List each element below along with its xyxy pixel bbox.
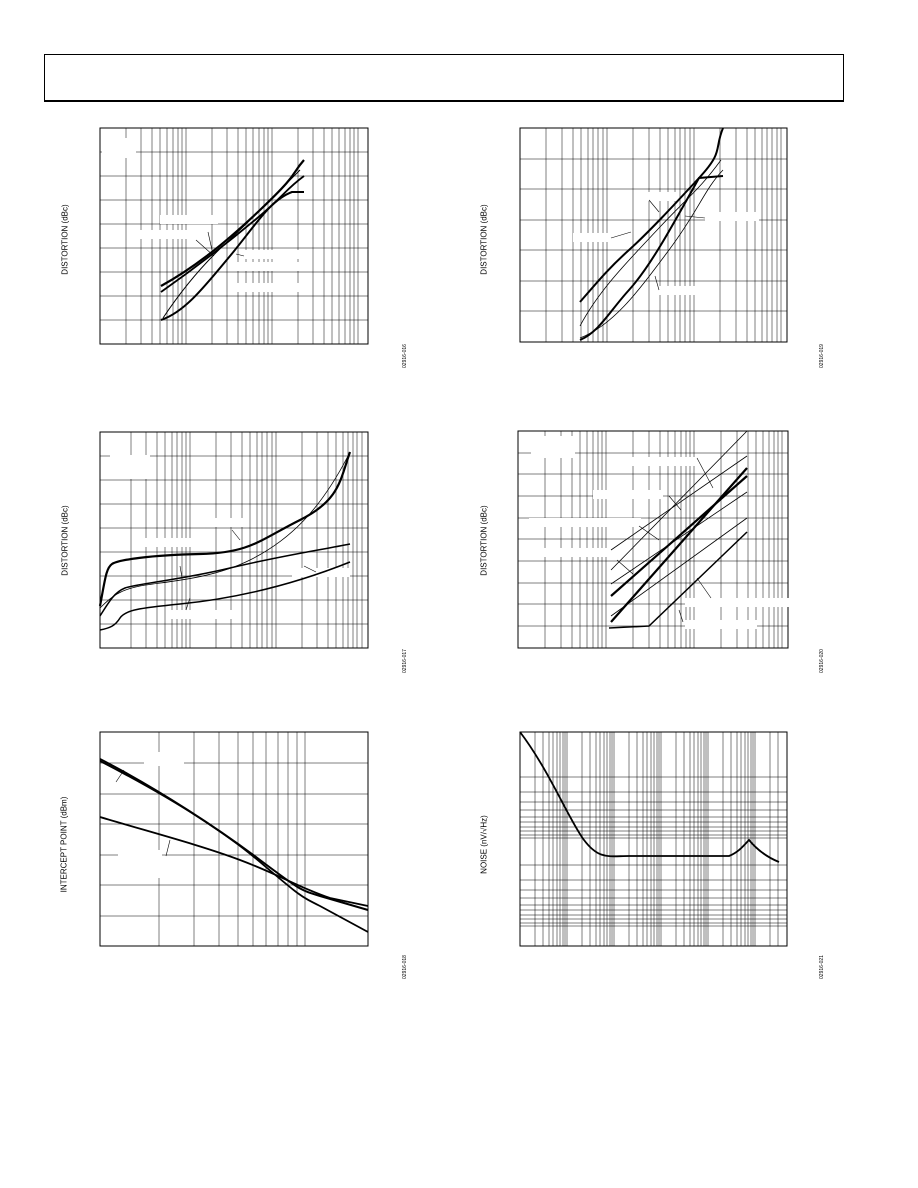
chart-3-plot — [0, 400, 459, 700]
chart-2-grid — [520, 128, 787, 342]
chart-panel-2 — [459, 0, 918, 400]
chart-4-plot — [459, 400, 918, 700]
chart-3-figure-id: 02916-017 — [402, 649, 408, 673]
chart-1-label-masks — [102, 138, 308, 292]
chart-panel-4 — [459, 400, 918, 700]
chart-6-curves — [520, 732, 779, 862]
chart-5-plot — [0, 700, 459, 1000]
chart-3-y-axis-label: DISTORTION (dBc) — [60, 505, 70, 576]
chart-panel-5 — [0, 700, 459, 1000]
chart-4-y-axis-label: DISTORTION (dBc) — [479, 505, 489, 576]
chart-panel-1 — [0, 0, 459, 400]
chart-5-y-axis-label: INTERCEPT POINT (dBm) — [59, 796, 69, 893]
chart-6-figure-id: 02916-021 — [819, 955, 825, 979]
chart-1-figure-id: 02916-016 — [402, 344, 408, 368]
chart-panel-6 — [459, 700, 918, 1000]
chart-4-label-masks — [529, 436, 789, 629]
chart-1-y-axis-label: DISTORTION (dBc) — [60, 204, 70, 275]
chart-5-figure-id: 02916-018 — [402, 955, 408, 979]
chart-6-y-axis-label: NOISE (nV/√Hz) — [479, 815, 489, 874]
chart-6-grid — [520, 732, 787, 946]
chart-2-figure-id: 02916-019 — [819, 344, 825, 368]
chart-6-plot — [459, 700, 918, 1000]
chart-2-plot — [459, 0, 918, 400]
chart-5-curves — [100, 759, 368, 932]
chart-5-label-masks — [118, 752, 184, 878]
chart-4-figure-id: 02916-020 — [819, 649, 825, 673]
chart-1-plot — [0, 0, 459, 400]
chart-panel-3 — [0, 400, 459, 700]
chart-2-y-axis-label: DISTORTION (dBc) — [479, 204, 489, 275]
chart-5-grid — [100, 732, 368, 946]
